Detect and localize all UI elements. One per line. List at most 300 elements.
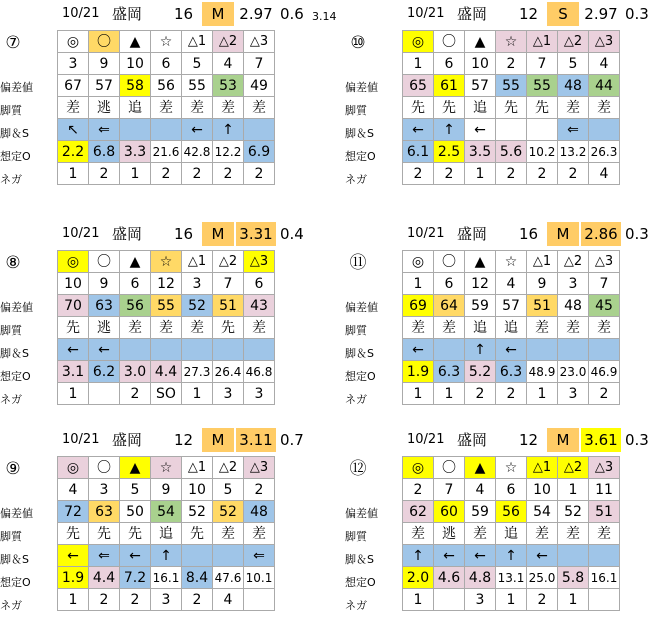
odds-cell: 48.9: [527, 361, 558, 383]
mark-cell: △2: [558, 457, 589, 479]
race-grid: [402, 456, 620, 611]
odds-cell: 1.9: [403, 361, 434, 383]
mark-cell: △3: [589, 251, 620, 273]
leg-cell: ↑: [213, 119, 244, 141]
grid-row-nega: [403, 383, 620, 405]
odds-cell: 3.3: [120, 141, 151, 163]
dev-cell: 64: [434, 295, 465, 317]
nega-cell: 2: [496, 383, 527, 405]
odds-cell: 16.1: [151, 567, 182, 589]
horse-cell: 6: [244, 273, 275, 295]
odds-cell: 23.0: [558, 361, 589, 383]
row-label: 想定O: [0, 150, 31, 163]
mark-cell: ☆: [496, 31, 527, 53]
nega-cell: [244, 589, 275, 611]
header-date: 10/21: [62, 6, 100, 21]
row-label: 脚＆S: [345, 553, 374, 566]
leg-cell: ←: [58, 339, 89, 361]
horse-cell: 4: [465, 479, 496, 501]
dev-cell: 58: [120, 75, 151, 97]
dev-cell: 43: [244, 295, 275, 317]
grid-row-dev: [403, 501, 620, 523]
row-labels: [0, 502, 56, 617]
grid-row-odds_est: [403, 567, 620, 589]
style-cell: 差: [558, 317, 589, 339]
dev-cell: 63: [89, 501, 120, 523]
row-labels: [0, 296, 56, 411]
race-grid: [57, 30, 275, 185]
horse-cell: 9: [527, 273, 558, 295]
mark-cell: 〇: [89, 251, 120, 273]
nega-cell: 3: [151, 589, 182, 611]
dev-cell: 52: [182, 501, 213, 523]
race-panel-p12: [345, 428, 655, 628]
header-odds: 3.61: [581, 428, 621, 452]
row-label: 想定O: [345, 150, 376, 163]
row-label: 脚＆S: [0, 347, 29, 360]
row-label: 脚質: [0, 530, 22, 543]
header-course: 盛岡: [112, 5, 143, 23]
dev-cell: 72: [58, 501, 89, 523]
horse-cell: 4: [58, 479, 89, 501]
horse-cell: 7: [244, 53, 275, 75]
leg-cell: ↑: [465, 339, 496, 361]
header-course: 盛岡: [112, 431, 143, 449]
grid-row-dev: [58, 295, 275, 317]
odds-cell: 21.6: [151, 141, 182, 163]
leg-cell: ←: [58, 545, 89, 567]
leg-cell: [527, 339, 558, 361]
horse-cell: 1: [558, 479, 589, 501]
leg-cell: ↑: [403, 545, 434, 567]
horse-cell: 12: [151, 273, 182, 295]
header-extra: 3.14: [312, 10, 337, 23]
mark-cell: ☆: [151, 457, 182, 479]
nega-cell: 2: [182, 589, 213, 611]
style-cell: 逃: [89, 317, 120, 339]
grid-row-horses: [58, 273, 275, 295]
odds-cell: 3.5: [465, 141, 496, 163]
nega-cell: 3: [465, 589, 496, 611]
nega-cell: 1: [465, 163, 496, 185]
grid-row-odds_est: [403, 361, 620, 383]
header-odds: 3.11: [236, 428, 276, 452]
style-cell: 追: [496, 523, 527, 545]
style-cell: 追: [465, 97, 496, 119]
leg-cell: ←: [120, 545, 151, 567]
grid-row-dev: [403, 295, 620, 317]
mark-cell: △3: [244, 251, 275, 273]
header-date: 10/21: [407, 432, 445, 447]
nega-cell: 1: [403, 383, 434, 405]
odds-cell: 6.8: [89, 141, 120, 163]
horse-cell: 7: [213, 273, 244, 295]
mark-cell: △1: [527, 457, 558, 479]
mark-cell: △2: [213, 251, 244, 273]
header-odds: 3.31: [236, 222, 276, 246]
style-cell: 差: [213, 97, 244, 119]
row-label: 想定O: [345, 576, 376, 589]
grid-row-marks: [58, 457, 275, 479]
race-grid: [57, 456, 275, 611]
odds-cell: 1.9: [58, 567, 89, 589]
header-cond: M: [547, 222, 579, 246]
style-cell: 先: [58, 523, 89, 545]
header-odds: 2.97: [239, 5, 273, 23]
dev-cell: 53: [213, 75, 244, 97]
leg-cell: [213, 339, 244, 361]
dev-cell: 48: [558, 295, 589, 317]
dev-cell: 52: [182, 295, 213, 317]
grid-row-nega: [58, 383, 275, 405]
nega-cell: 2: [527, 589, 558, 611]
style-cell: 差: [120, 317, 151, 339]
leg-cell: ←: [465, 119, 496, 141]
style-cell: 先: [120, 523, 151, 545]
leg-cell: ←: [527, 545, 558, 567]
odds-cell: 10.2: [527, 141, 558, 163]
mark-cell: △1: [527, 31, 558, 53]
odds-cell: 47.6: [213, 567, 244, 589]
mark-cell: ◎: [58, 31, 89, 53]
horse-cell: 5: [558, 53, 589, 75]
leg-cell: ←: [496, 339, 527, 361]
horse-cell: 2: [496, 53, 527, 75]
race-panel-p11: [345, 222, 655, 422]
horse-cell: 9: [151, 479, 182, 501]
style-cell: 先: [58, 317, 89, 339]
mark-cell: △3: [589, 31, 620, 53]
grid-row-style: [58, 523, 275, 545]
odds-cell: 6.3: [496, 361, 527, 383]
odds-cell: 13.1: [496, 567, 527, 589]
dev-cell: 54: [151, 501, 182, 523]
style-cell: 差: [58, 97, 89, 119]
grid-row-odds_est: [403, 141, 620, 163]
dev-cell: 56: [151, 75, 182, 97]
row-label: 偏差値: [345, 301, 378, 314]
nega-cell: 1: [403, 589, 434, 611]
leg-cell: [151, 119, 182, 141]
nega-cell: SO: [151, 383, 182, 405]
header-cond: M: [202, 428, 234, 452]
grid-row-leg: [403, 119, 620, 141]
leg-cell: ←: [89, 339, 120, 361]
dev-cell: 55: [182, 75, 213, 97]
grid-row-marks: [403, 457, 620, 479]
dev-cell: 55: [496, 75, 527, 97]
horse-cell: 4: [213, 53, 244, 75]
row-label: 想定O: [0, 576, 31, 589]
dev-cell: 57: [496, 295, 527, 317]
grid-row-leg: [58, 339, 275, 361]
nega-cell: 3: [244, 383, 275, 405]
style-cell: 差: [589, 97, 620, 119]
style-cell: 追: [465, 317, 496, 339]
nega-cell: [89, 383, 120, 405]
odds-cell: 2.5: [434, 141, 465, 163]
mark-cell: 〇: [434, 251, 465, 273]
mark-cell: ▲: [465, 457, 496, 479]
header-course: 盛岡: [457, 225, 488, 243]
leg-cell: ←: [465, 545, 496, 567]
header-course: 盛岡: [457, 5, 488, 23]
leg-cell: [244, 119, 275, 141]
horse-cell: 10: [58, 273, 89, 295]
header-cond: M: [202, 2, 234, 26]
row-label: 脚＆S: [0, 553, 29, 566]
header-num: 12: [174, 431, 194, 449]
leg-cell: [527, 119, 558, 141]
dev-cell: 56: [120, 295, 151, 317]
style-cell: 差: [527, 317, 558, 339]
row-label: ネガ: [345, 599, 367, 612]
header-num: 16: [174, 225, 194, 243]
header-date: 10/21: [407, 6, 445, 21]
style-cell: 差: [589, 523, 620, 545]
nega-cell: 1: [58, 589, 89, 611]
row-label: ネガ: [345, 393, 367, 406]
mark-cell: △2: [213, 457, 244, 479]
mark-cell: △1: [527, 251, 558, 273]
horse-cell: 3: [89, 479, 120, 501]
odds-cell: 26.4: [213, 361, 244, 383]
odds-cell: 3.1: [58, 361, 89, 383]
nega-cell: 2: [527, 163, 558, 185]
mark-cell: ▲: [120, 31, 151, 53]
leg-cell: [151, 339, 182, 361]
dev-cell: 65: [403, 75, 434, 97]
style-cell: 差: [182, 317, 213, 339]
style-cell: 差: [244, 523, 275, 545]
dev-cell: 57: [465, 75, 496, 97]
row-label: 脚質: [0, 324, 22, 337]
style-cell: 先: [213, 317, 244, 339]
odds-cell: 8.4: [182, 567, 213, 589]
odds-cell: 13.2: [558, 141, 589, 163]
race-panel-p10: [345, 2, 655, 202]
row-label: ネガ: [345, 173, 367, 186]
horse-cell: 10: [465, 53, 496, 75]
row-labels: [345, 296, 401, 411]
race-number: ⑨: [5, 459, 21, 479]
style-cell: 差: [403, 317, 434, 339]
header-ratio: 0.4: [280, 225, 304, 243]
nega-cell: 2: [120, 383, 151, 405]
style-cell: 差: [589, 317, 620, 339]
style-cell: 差: [244, 317, 275, 339]
style-cell: 追: [496, 317, 527, 339]
nega-cell: 3: [558, 383, 589, 405]
mark-cell: △3: [589, 457, 620, 479]
horse-cell: 4: [496, 273, 527, 295]
mark-cell: ▲: [120, 251, 151, 273]
nega-cell: 2: [120, 589, 151, 611]
row-label: 脚＆S: [0, 127, 29, 140]
odds-cell: 5.8: [558, 567, 589, 589]
odds-cell: 26.3: [589, 141, 620, 163]
grid-row-odds_est: [58, 141, 275, 163]
leg-cell: [496, 119, 527, 141]
style-cell: 先: [527, 97, 558, 119]
horse-cell: 10: [527, 479, 558, 501]
dev-cell: 48: [558, 75, 589, 97]
horse-cell: 9: [89, 53, 120, 75]
race-grid: [57, 250, 275, 405]
odds-cell: 10.1: [244, 567, 275, 589]
mark-cell: △1: [182, 457, 213, 479]
odds-cell: 3.0: [120, 361, 151, 383]
odds-cell: 4.6: [434, 567, 465, 589]
dev-cell: 69: [403, 295, 434, 317]
odds-cell: 12.2: [213, 141, 244, 163]
leg-cell: [182, 545, 213, 567]
grid-row-style: [403, 97, 620, 119]
horse-cell: 5: [182, 53, 213, 75]
horse-cell: 9: [89, 273, 120, 295]
style-cell: 逃: [89, 97, 120, 119]
dev-cell: 51: [589, 501, 620, 523]
row-label: 想定O: [345, 370, 376, 383]
horse-cell: 6: [151, 53, 182, 75]
dev-cell: 57: [89, 75, 120, 97]
style-cell: 差: [465, 523, 496, 545]
row-labels: [345, 502, 401, 617]
dev-cell: 55: [527, 75, 558, 97]
leg-cell: ⇐: [89, 545, 120, 567]
race-number: ⑩: [350, 33, 366, 53]
race-panel-p9: [0, 428, 310, 628]
grid-row-leg: [403, 545, 620, 567]
nega-cell: 4: [213, 589, 244, 611]
odds-cell: 2.2: [58, 141, 89, 163]
grid-row-style: [403, 523, 620, 545]
style-cell: 先: [403, 97, 434, 119]
horse-cell: 7: [527, 53, 558, 75]
row-label: 脚質: [0, 104, 22, 117]
dev-cell: 59: [465, 295, 496, 317]
dev-cell: 55: [151, 295, 182, 317]
horse-cell: 3: [58, 53, 89, 75]
horse-cell: 2: [403, 479, 434, 501]
dev-cell: 48: [244, 501, 275, 523]
style-cell: 差: [213, 523, 244, 545]
leg-cell: [558, 339, 589, 361]
nega-cell: 3: [213, 383, 244, 405]
header-num: 12: [519, 5, 539, 23]
odds-cell: 16.1: [589, 567, 620, 589]
row-labels: [0, 76, 56, 191]
dev-cell: 63: [89, 295, 120, 317]
grid-row-odds_est: [58, 361, 275, 383]
row-label: 偏差値: [345, 507, 378, 520]
leg-cell: ←: [434, 545, 465, 567]
nega-cell: [589, 589, 620, 611]
horse-cell: 7: [434, 479, 465, 501]
grid-row-horses: [403, 273, 620, 295]
leg-cell: ↑: [434, 119, 465, 141]
style-cell: 差: [151, 97, 182, 119]
nega-cell: 2: [89, 163, 120, 185]
style-cell: 差: [151, 317, 182, 339]
horse-cell: 11: [589, 479, 620, 501]
nega-cell: 1: [58, 163, 89, 185]
nega-cell: 2: [434, 163, 465, 185]
grid-row-horses: [58, 479, 275, 501]
style-cell: 先: [89, 523, 120, 545]
dev-cell: 52: [213, 501, 244, 523]
dev-cell: 56: [496, 501, 527, 523]
mark-cell: ◎: [58, 457, 89, 479]
header-cond: M: [547, 428, 579, 452]
leg-cell: [589, 119, 620, 141]
header-ratio: 0.3: [625, 431, 649, 449]
nega-cell: 1: [527, 383, 558, 405]
grid-row-marks: [58, 31, 275, 53]
leg-cell: ⇐: [89, 119, 120, 141]
grid-row-leg: [58, 119, 275, 141]
style-cell: 先: [182, 523, 213, 545]
dev-cell: 51: [527, 295, 558, 317]
grid-row-dev: [58, 501, 275, 523]
race-number: ⑦: [5, 33, 21, 53]
horse-cell: 6: [434, 273, 465, 295]
header-num: 16: [519, 225, 539, 243]
horse-cell: 5: [213, 479, 244, 501]
mark-cell: ☆: [496, 251, 527, 273]
race-number: ⑪: [349, 253, 367, 273]
odds-cell: 5.6: [496, 141, 527, 163]
header-course: 盛岡: [457, 431, 488, 449]
horse-cell: 2: [244, 479, 275, 501]
grid-row-leg: [58, 545, 275, 567]
horse-cell: 1: [403, 53, 434, 75]
grid-row-nega: [403, 589, 620, 611]
mark-cell: △2: [558, 31, 589, 53]
header-odds: 2.97: [584, 5, 618, 23]
grid-row-marks: [403, 251, 620, 273]
leg-cell: ←: [403, 339, 434, 361]
horse-cell: 5: [120, 479, 151, 501]
odds-cell: 4.4: [89, 567, 120, 589]
nega-cell: 2: [465, 383, 496, 405]
race-number: ⑧: [5, 253, 21, 273]
header-ratio: 0.7: [280, 431, 304, 449]
leg-cell: [589, 545, 620, 567]
row-label: 脚質: [345, 324, 367, 337]
leg-cell: ↑: [496, 545, 527, 567]
grid-row-leg: [403, 339, 620, 361]
mark-cell: 〇: [89, 31, 120, 53]
header-num: 16: [174, 5, 194, 23]
grid-row-horses: [58, 53, 275, 75]
odds-cell: 5.2: [465, 361, 496, 383]
style-cell: 差: [434, 317, 465, 339]
mark-cell: ◎: [403, 31, 434, 53]
nega-cell: 1: [182, 383, 213, 405]
nega-cell: 2: [589, 383, 620, 405]
odds-cell: 4.8: [465, 567, 496, 589]
odds-cell: 6.9: [244, 141, 275, 163]
row-label: 脚質: [345, 530, 367, 543]
odds-cell: 4.4: [151, 361, 182, 383]
horse-cell: 10: [120, 53, 151, 75]
dev-cell: 52: [558, 501, 589, 523]
mark-cell: 〇: [434, 31, 465, 53]
nega-cell: 2: [89, 589, 120, 611]
horse-cell: 3: [182, 273, 213, 295]
leg-cell: ⇐: [244, 545, 275, 567]
